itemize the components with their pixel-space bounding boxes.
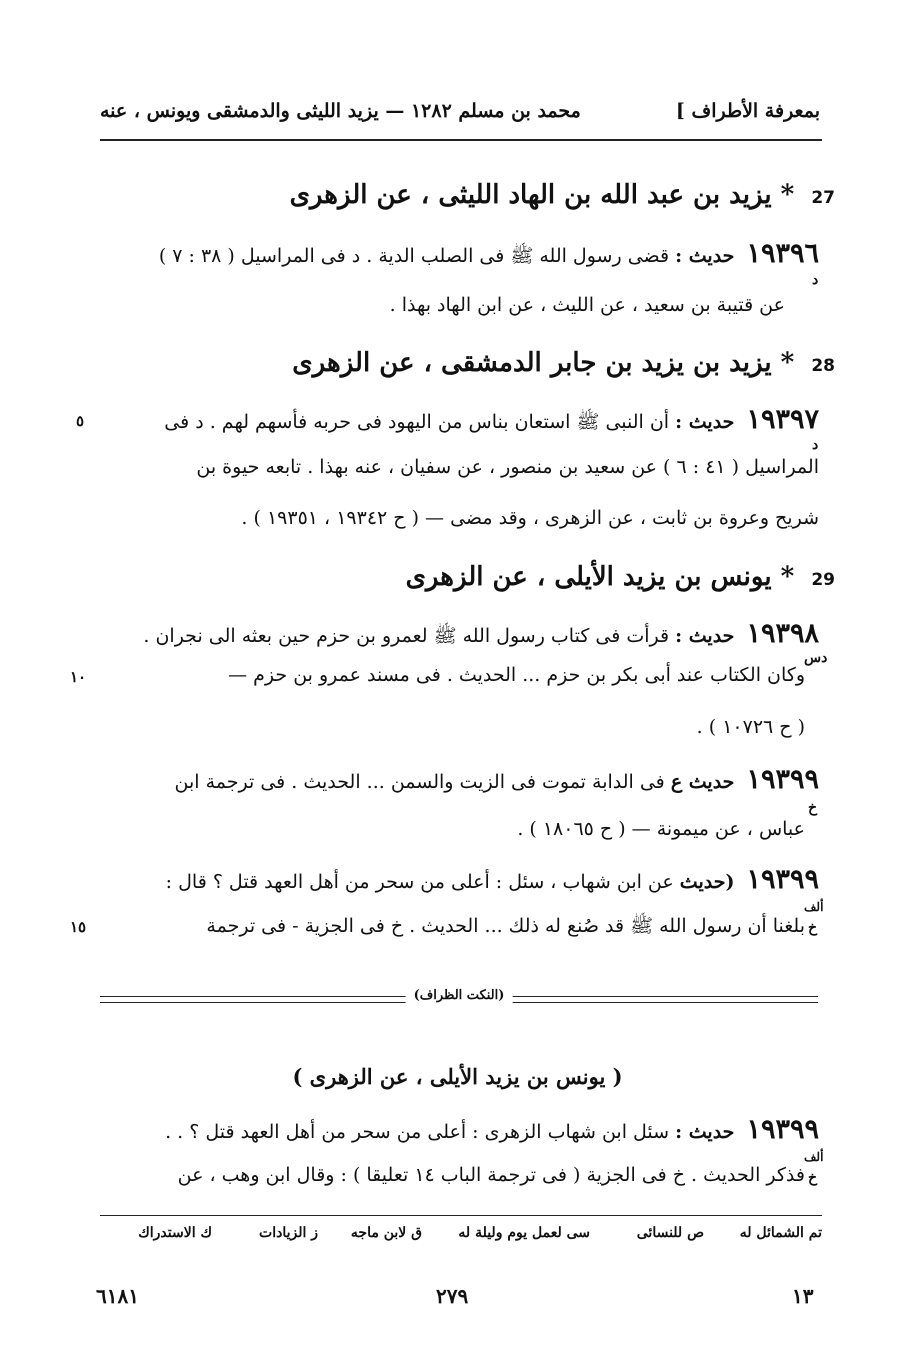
section-heading-29	[406, 562, 835, 592]
page-number-left: ٦١٨١	[96, 1284, 139, 1308]
entry-19398-line2: وكان الكتاب عند أبى بكر بن حزم ... الحديث . فى مسند عمرو بن حزم —	[228, 664, 805, 686]
section-number: 28	[811, 356, 835, 376]
entry-19396-line2: عن قتيبة بن سعيد ، عن الليث ، عن ابن الهاد بهذا .	[389, 294, 785, 316]
entry-19397-line2: المراسيل ( ٤١ : ٦ ) عن سعيد بن منصور ، عن سفيان ، عنه بهذا . تابعه حيوة بن	[196, 456, 819, 478]
line-number-marker: ١٠	[70, 668, 87, 686]
nukat-subheading: ( يونس بن يزيد الأيلى ، عن الزهرى )	[292, 1064, 623, 1089]
hadith-text: سئل ابن شهاب الزهرى : أعلى من سحر من أهل العهد قتل ؟ . .	[165, 1121, 670, 1143]
hadith-keyword: حديث :	[675, 625, 735, 647]
separator-label: (النكت الظراف)	[406, 988, 513, 1003]
section-star: *	[780, 180, 795, 210]
hadith-keyword: حديث :	[675, 411, 735, 433]
entry-19398-line1	[143, 618, 819, 652]
abbreviation-item: ك الاستدراك	[138, 1225, 212, 1241]
source-sigla: خ	[808, 1170, 818, 1186]
source-sigla: خ	[808, 800, 818, 816]
header-book-title: بمعرفة الأطراف ]	[675, 100, 820, 122]
abbreviation-item: ص للنسائى	[636, 1225, 704, 1241]
running-header	[100, 92, 820, 132]
hadith-number: ١٩٣٩٨	[746, 618, 819, 649]
entry-19399b-line2: بلغنا أن رسول الله ﷺ قد صُنع له ذلك ... الحديث . خ فى الجزية - فى ترجمة	[206, 915, 805, 937]
section-heading-28	[292, 348, 835, 378]
source-sigla: خ	[808, 920, 818, 936]
entry-19399-line1	[175, 764, 819, 795]
source-sigla: دس	[804, 650, 828, 666]
hadith-keyword: حديث :	[675, 245, 735, 267]
line-number-marker: ١٥	[70, 918, 87, 936]
section-heading-27	[290, 180, 835, 210]
entry-19398-line3: ( ح ١٠٧٢٦ ) .	[696, 716, 805, 738]
entry-19397-line3: شريح وعروة بن ثابت ، عن الزهرى ، وقد مضى — ( ح ١٩٣٤٢ ، ١٩٣٥١ ) .	[241, 507, 819, 529]
section-star: *	[780, 348, 795, 378]
header-section-title: محمد بن مسلم ١٢٨٢ — يزيد الليثى والدمشقى ويونس ، عنه	[100, 100, 581, 122]
section-number: 29	[811, 570, 835, 590]
hadith-number: ١٩٣٩٩	[746, 864, 819, 895]
abbreviation-item: تم الشمائل له	[739, 1225, 822, 1241]
header-rule	[100, 139, 822, 141]
hadith-number: ١٩٣٩٩	[746, 1114, 819, 1145]
source-sigla-superscript: ألف	[804, 900, 824, 914]
section-title: يزيد بن يزيد بن جابر الدمشقى ، عن الزهرى	[292, 348, 772, 378]
section-title: يونس بن يزيد الأيلى ، عن الزهرى	[405, 562, 772, 592]
entry-19399c-line2: فذكر الحديث . خ فى الجزية ( فى ترجمة الباب ١٤ تعليقا ) : وقال ابن وهب ، عن	[177, 1164, 805, 1186]
hadith-number: ١٩٣٩٩	[746, 764, 819, 795]
page-number-right: ١٣	[792, 1284, 814, 1308]
hadith-text: قرأت فى كتاب رسول الله ﷺ لعمرو بن حزم حين بعثه الى نجران .	[143, 625, 670, 647]
section-separator	[100, 988, 818, 1012]
section-star: *	[780, 562, 795, 592]
hadith-text: قضى رسول الله ﷺ فى الصلب الدية . د فى المراسيل ( ٣٨ : ٧ )	[158, 245, 670, 267]
abbreviation-item: ز الزيادات	[259, 1225, 318, 1241]
source-sigla: د	[812, 272, 819, 288]
hadith-keyword: حديث :	[675, 1121, 735, 1143]
hadith-number: ١٩٣٩٧	[746, 404, 819, 435]
source-sigla-superscript: ألف	[804, 1150, 824, 1164]
hadith-keyword: (حديث	[679, 871, 735, 893]
hadith-text: عن ابن شهاب ، سئل : أعلى من سحر من أهل العهد قتل ؟ قال :	[165, 871, 674, 893]
abbreviation-item: سى لعمل يوم وليلة له	[458, 1225, 590, 1241]
hadith-text: أن النبى ﷺ استعان بناس من اليهود فى حربه فأسهم لهم . د فى	[164, 411, 670, 433]
entry-19399c-line1	[165, 1114, 819, 1145]
source-sigla: د	[812, 437, 819, 453]
abbreviation-item: ق لابن ماجه	[350, 1225, 422, 1241]
section-title: يزيد بن عبد الله بن الهاد الليثى ، عن الزهرى	[289, 180, 772, 210]
section-number: 27	[811, 188, 835, 208]
footer-rule	[100, 1215, 822, 1216]
entry-19396-line1	[159, 238, 819, 272]
line-number-marker: ٥	[76, 412, 85, 430]
entry-19397-line1	[164, 404, 819, 438]
entry-19399-line2: عباس ، عن ميمونة — ( ح ١٨٠٦٥ ) .	[517, 818, 805, 840]
entry-19399b-line1	[166, 864, 819, 895]
hadith-text: فى الدابة تموت فى الزيت والسمن ... الحديث . فى ترجمة ابن	[174, 771, 665, 793]
hadith-keyword: حديث ع	[670, 771, 735, 793]
page-number-center: ٢٧٩	[436, 1284, 469, 1308]
hadith-number: ١٩٣٩٦	[746, 238, 819, 269]
